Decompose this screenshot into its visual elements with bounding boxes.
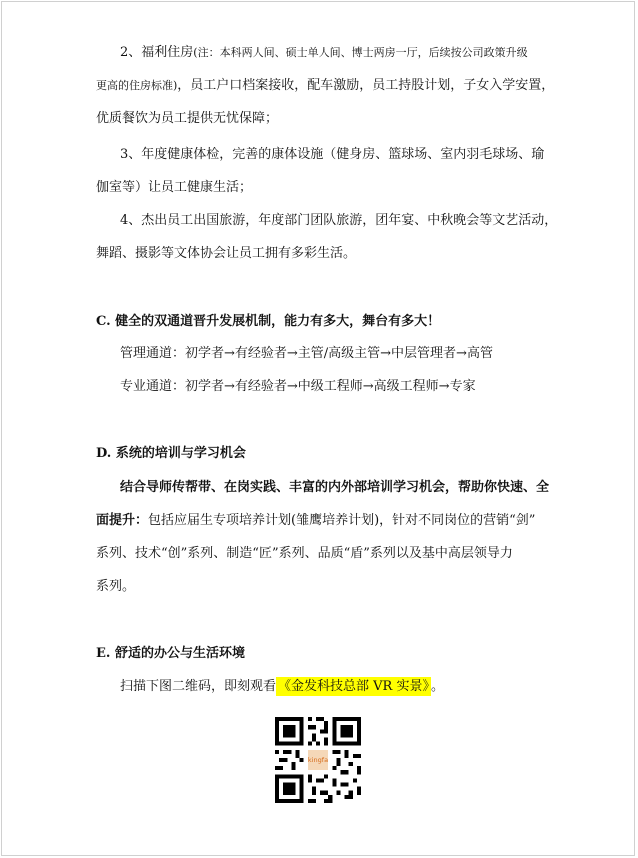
benefit-item-3-cont: 伽室等）让员工健康生活； xyxy=(96,180,253,195)
benefit-item-4: 4、杰出员工出国旅游，年度部门团队旅游，团年宴、中秋晚会等文艺活动， xyxy=(120,213,558,228)
benefit-item-2: 2、福利住房(注：本科两人间、硕士单人间、博士两房一厅，后续按公司政策升级 xyxy=(120,45,528,60)
benefit-item-4-cont: 舞蹈、摄影等文体协会让员工拥有多彩生活。 xyxy=(96,246,357,261)
training-line-4: 系列。 xyxy=(96,579,136,594)
benefit-item-2-cont: 更高的住房标准)，员工户口档案接收，配车激励，员工持股计划，子女入学安置， xyxy=(96,78,555,93)
benefit-item-2-end: 优质餐饮为员工提供无忧保障； xyxy=(96,111,279,126)
benefit-item-3: 3、年度健康体检，完善的康体设施（健身房、篮球场、室内羽毛球场、瑜 xyxy=(120,147,545,162)
vr-tour-highlight[interactable]: 《金发科技总部 VR 实景》 xyxy=(278,679,429,694)
qr-center-logo: kingfa xyxy=(307,756,329,765)
training-line-3: 系列、技术“创”系列、制造“匠”系列、品质“盾”系列以及基中高层领导力 xyxy=(96,546,513,561)
section-e-title: E. 舒适的办公与生活环境 xyxy=(96,646,245,661)
scan-instruction: 扫描下图二维码，即刻观看 《金发科技总部 VR 实景》 。 xyxy=(120,679,444,694)
management-track: 管理通道：初学者→有经验者→主管/高级主管→中层管理者→高管 xyxy=(120,346,493,361)
section-c-title: C. 健全的双通道晋升发展机制，能力有多大，舞台有多大！ xyxy=(96,314,441,329)
qr-code[interactable] xyxy=(275,717,361,803)
training-intro: 结合导师传帮带、在岗实践、丰富的内外部培训学习机会，帮助你快速、全 xyxy=(120,480,550,495)
section-d-title: D. 系统的培训与学习机会 xyxy=(96,446,246,461)
training-line-2: 面提升：包括应届生专项培养计划(雏鹰培养计划)，针对不同岗位的营销“剑” xyxy=(96,513,536,528)
professional-track: 专业通道：初学者→有经验者→中级工程师→高级工程师→专家 xyxy=(120,379,476,394)
